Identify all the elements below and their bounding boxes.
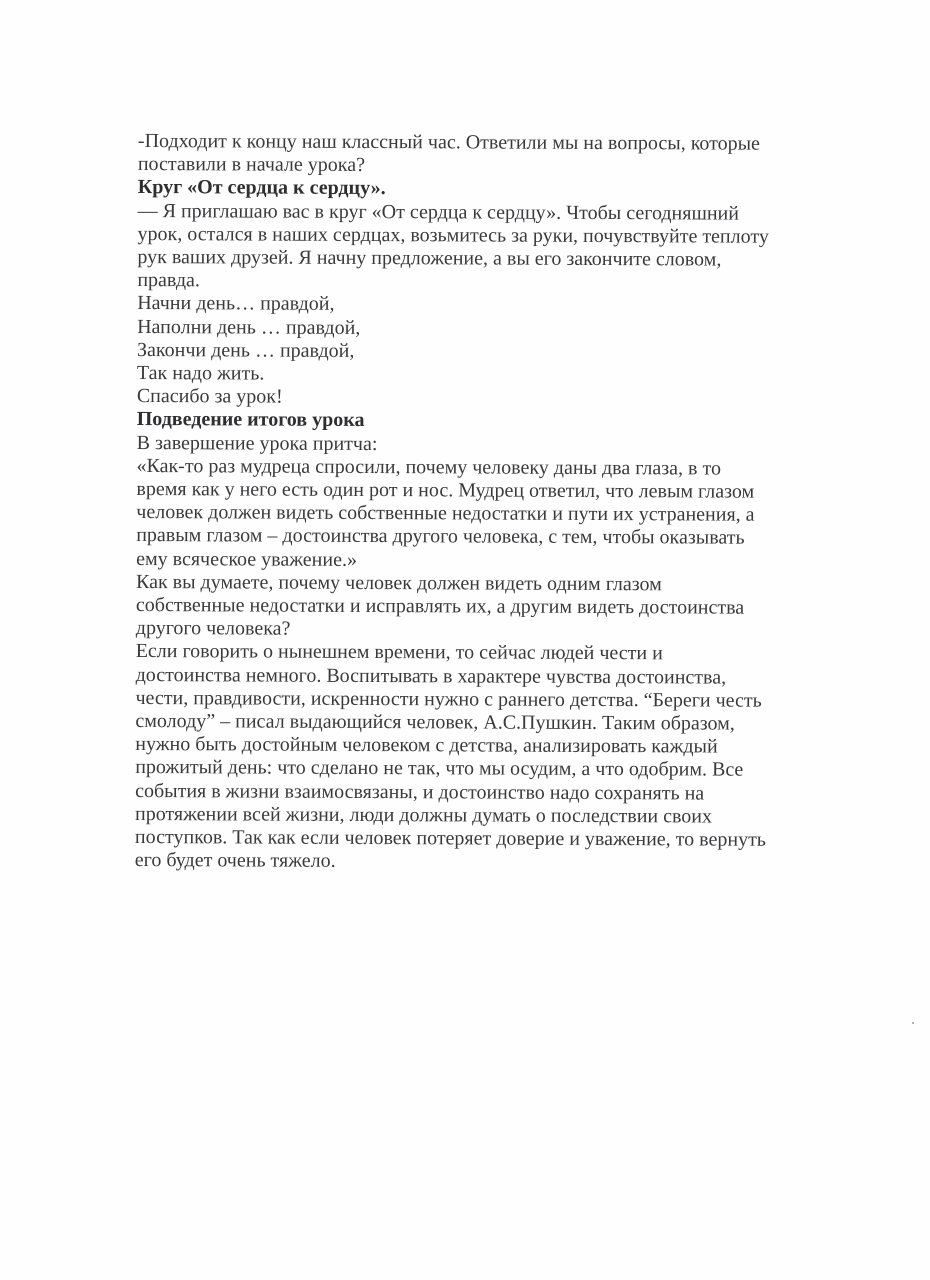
scan-speck [912,1022,914,1024]
question-paragraph: Как вы думаете, почему человек должен видеть одним глазом собственные недостатки и исправлять их, а другим видеть достоинства другого человека? [135,570,745,640]
intro-paragraph: -Подходит к концу наш классный час. Ответили мы на вопросы, которые поставили в начале урока? [137,130,761,177]
parable-intro: В завершение урока притча: [136,431,378,455]
parable-paragraph: «Как-то раз мудреца спросили, почему человеку даны два глаза, в то время как у него есть один рот и нос. Мудрец ответил, что левым глазом человек должен видеть собственные недостатки и пути их устранения, а правым глазом – достоинства другого человека, с тем, чтобы оказывать ему всяческое уважение.» [136,454,755,571]
conclusion-paragraph: Если говорить о нынешнем времени, то сейчас людей чести и достоинства немного. Воспитывать в характере чувства достоинства, чести, правдивости, искренности нужно с раннего детства. “Береги честь смолоду” – писал выдающийся человек, А.С.Пушкин. Таким образом, нужно быть достойным человеком с детства, анализировать каждый прожитый день: что сделано не так, что мы осудим, а что одобрим. Все события в жизни взаимосвязаны, и достоинство надо сохранять на протяжении всей жизни, люди должны думать о последствии своих поступков. Так как если человек потеряет доверие и уважение, то вернуть его будет очень тяжело. [134,640,767,873]
circle-heading: Круг «От сердца к сердцу». [137,176,386,200]
summary-heading: Подведение итогов урока [136,408,365,432]
poem-line: Начни день… правдой, [137,292,335,316]
poem-line: Спасибо за урок! [136,385,283,408]
poem-line: Наполни день … правдой, [137,315,361,339]
document-body [135,130,858,876]
poem-line: Закончи день … правдой, [136,338,355,362]
circle-paragraph: — Я приглашаю вас в круг «От сердца к сердцу». Чтобы сегодняшний урок, остался в наших сердцах, возьмитесь за руки, почувствуйте теплоту рук ваших друзей. Я начну предложение, а вы его закончите словом, правда. [137,199,769,292]
poem-line: Так надо жить. [136,362,265,385]
